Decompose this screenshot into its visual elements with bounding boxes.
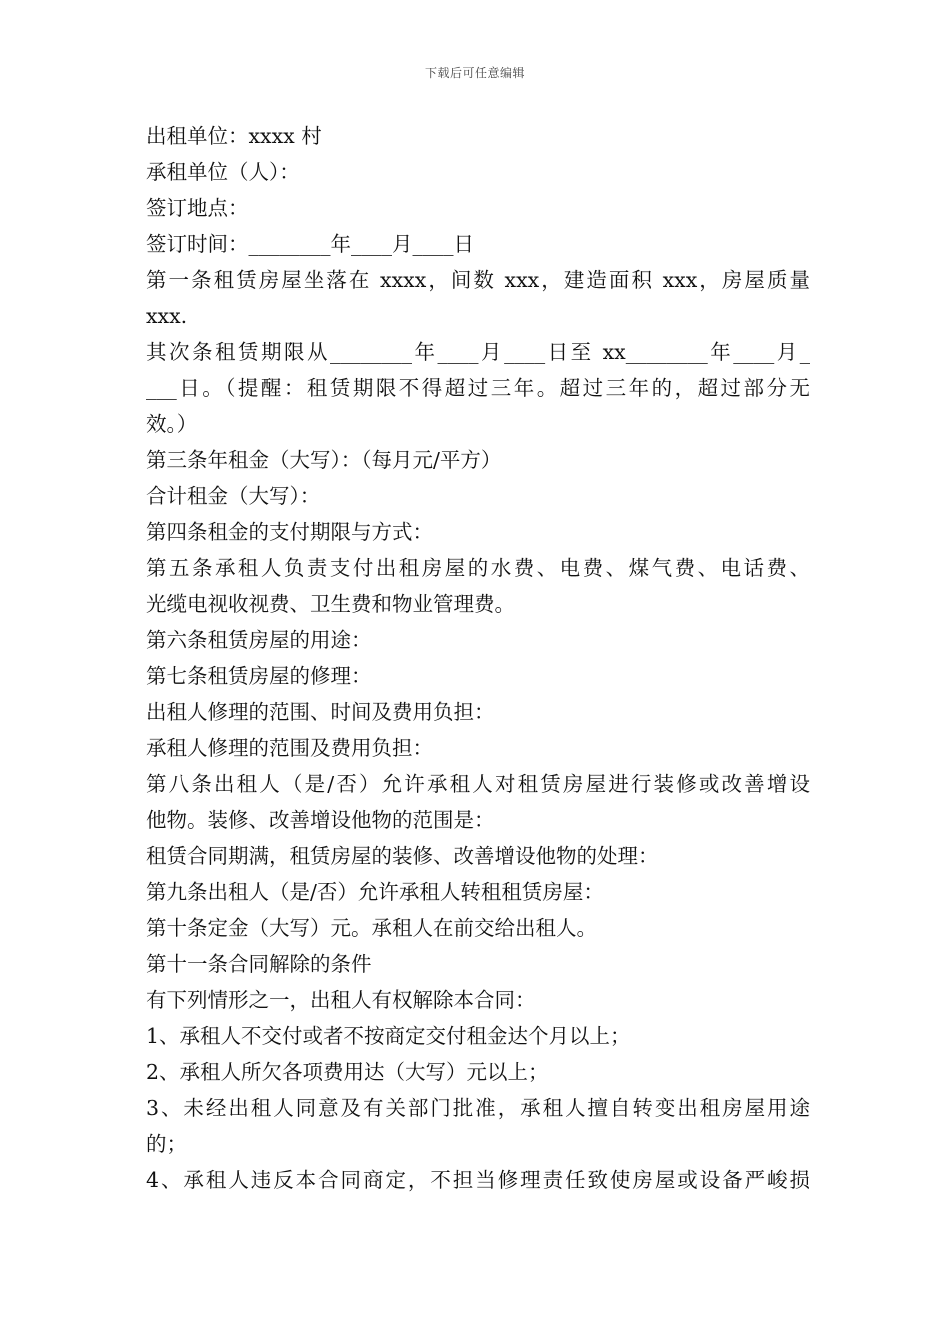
header-note: 下载后可任意编辑 [424, 66, 525, 80]
text-line: 合计租金（大写）： [146, 484, 321, 508]
text-line: 第九条出租人（是/否）允许承租人转租租赁房屋： [146, 880, 604, 904]
text-line: 效。） [146, 412, 198, 436]
text-line: 第十一条合同解除的条件 [146, 952, 372, 976]
text-line: 2、承租人所欠各项费用达（大写）元以上； [146, 1060, 549, 1084]
text-line: 出租单位：xxxx 村 [146, 124, 322, 148]
text-line: 3、未经出租人同意及有关部门批准，承租人擅自转变出租房屋用途 [146, 1096, 810, 1120]
text-line: 第十条定金（大写）元。承租人在前交给出租人。 [146, 916, 597, 940]
text-line: 签订地点： [146, 196, 249, 220]
text-line: 光缆电视收视费、卫生费和物业管理费。 [146, 592, 515, 616]
text-line: 第七条租赁房屋的修理： [146, 664, 372, 688]
text-line: 第五条承租人负责支付出租房屋的水费、电费、煤气费、电话费、 [146, 556, 810, 580]
text-line: 1、承租人不交付或者不按商定交付租金达个月以上； [146, 1024, 631, 1048]
text-line: 第六条租赁房屋的用途： [146, 628, 372, 652]
text-line: 其次条租赁期限从________年____月____日至 xx________年____月_ [146, 340, 810, 364]
text-line: xxx. [146, 304, 188, 328]
text-line: 承租人修理的范围及费用负担： [146, 736, 433, 760]
text-line: 第八条出租人（是/否）允许承租人对租赁房屋进行装修或改善增设 [146, 772, 810, 796]
text-line: 的； [146, 1132, 187, 1156]
text-line: 出租人修理的范围、时间及费用负担： [146, 700, 495, 724]
text-line: 第一条租赁房屋坐落在 xxxx，间数 xxx，建造面积 xxx，房屋质量 [146, 268, 810, 292]
text-line: 他物。装修、改善增设他物的范围是： [146, 808, 495, 832]
text-line: 第四条租金的支付期限与方式： [146, 520, 433, 544]
text-line: 有下列情形之一，出租人有权解除本合同： [146, 988, 536, 1012]
text-line: ___日。（提醒：租赁期限不得超过三年。超过三年的，超过部分无 [146, 376, 810, 400]
text-line: 签订时间：________年____月____日 [146, 232, 474, 256]
text-line: 承租单位（人）： [146, 160, 300, 184]
contract-body [146, 118, 810, 1198]
text-line: 4、承租人违反本合同商定，不担当修理责任致使房屋或设备严峻损 [146, 1168, 810, 1192]
text-line: 租赁合同期满，租赁房屋的装修、改善增设他物的处理： [146, 844, 659, 868]
text-line: 第三条年租金（大写）：（每月元/平方） [146, 448, 502, 472]
